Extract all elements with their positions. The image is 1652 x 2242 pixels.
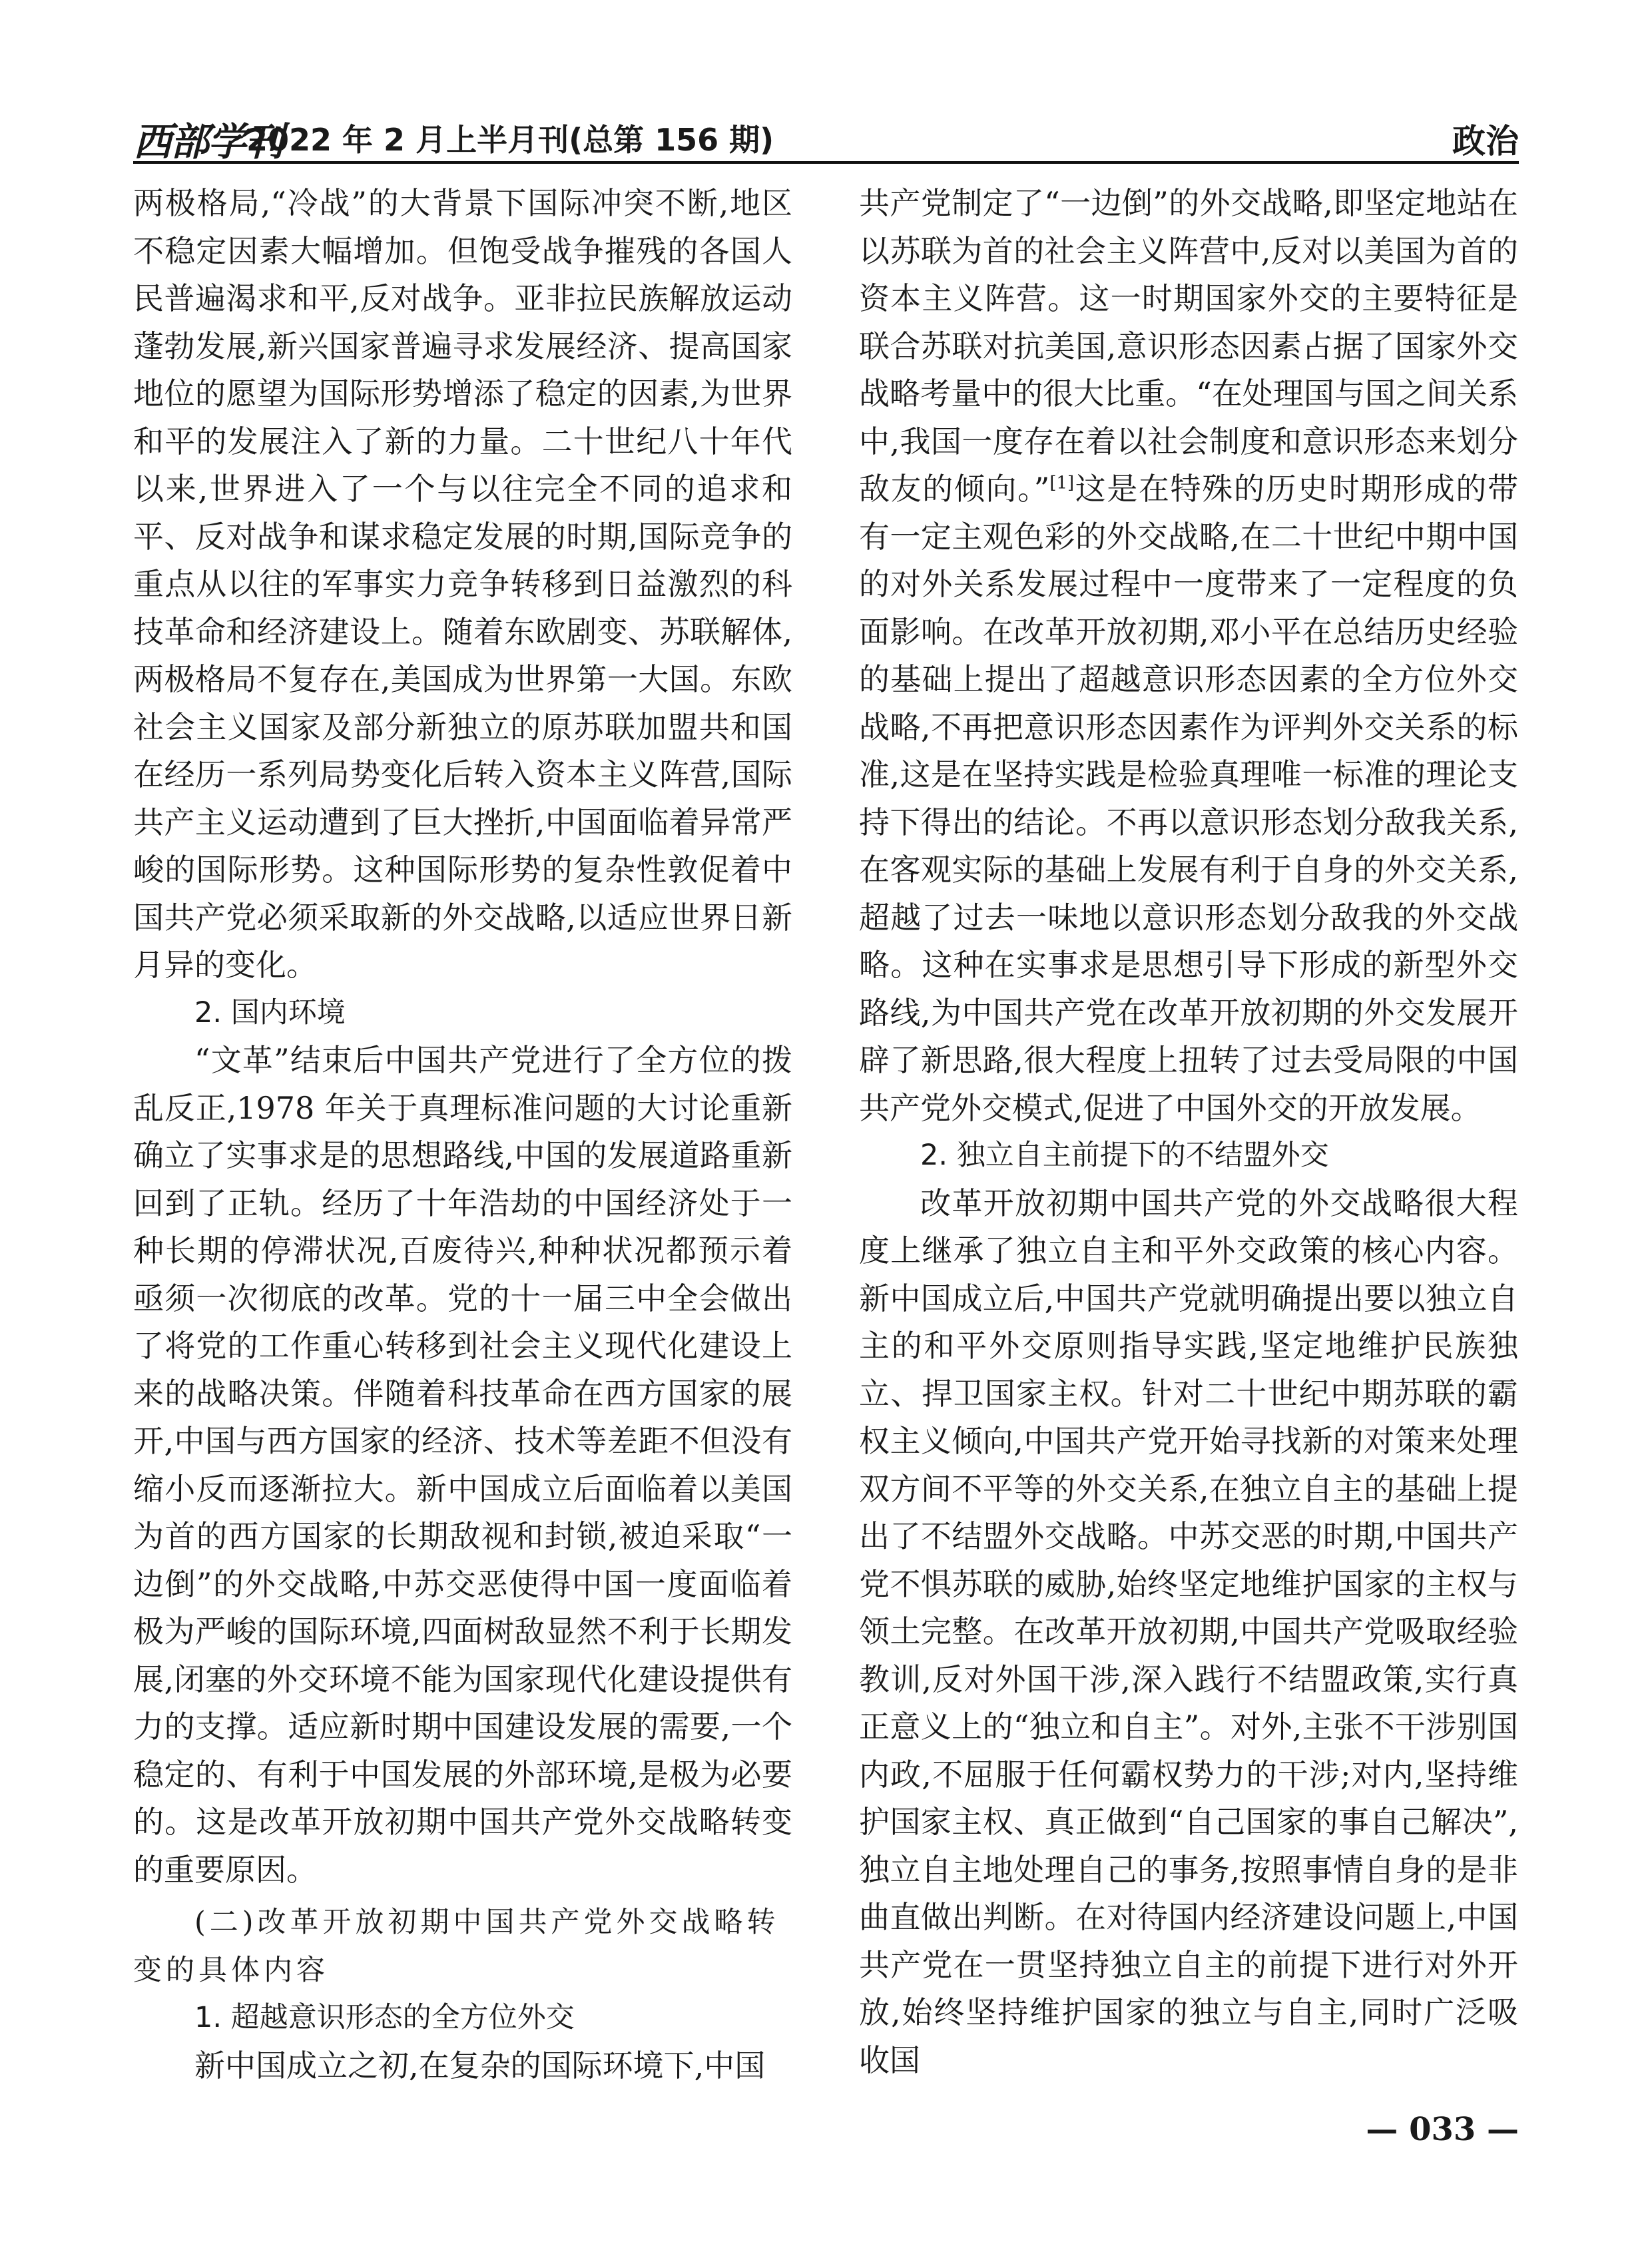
issue-info: 2022 年 2 月上半月刊(总第 156 期) (246, 122, 774, 158)
right-column (859, 180, 1518, 2084)
subheading-beyond-ideology: 1. 超越意识形态的全方位外交 (194, 2001, 575, 2034)
paragraph-domestic-environment: “文革”结束后中国共产党进行了全方位的拨乱反正,1978 年关于真理标准问题的大讨论重新确立了实事求是的思想路线,中国的发展道路重新回到了正轨。经历了十年浩劫的中国经济处于一种长期的停滞状况,百废待兴,种种状况都预示着亟须一次彻底的改革。党的十一届三中全会做出了将党的工作重心转移到社会主义现代化建设上来的战略决策。伴随着科技革命在西方国家的展开,中国与西方国家的经济、技术等差距不但没有缩小反而逐渐拉大。新中国成立后面临着以美国为首的西方国家的长期敌视和封锁,被迫采取“一边倒”的外交战略,中苏交恶使得中国一度面临着极为严峻的国际环境,四面树敌显然不利于长期发展,闭塞的外交环境不能为国家现代化建设提供有力的支撑。适应新时期中国建设发展的需要,一个稳定的、有利于中国发展的外部环境,是极为必要的。这是改革开放初期中国共产党外交战略转变的重要原因。 (133, 1042, 792, 1888)
subheading-domestic-environment: 2. 国内环境 (194, 995, 346, 1029)
section-label: 政治 (1452, 122, 1519, 160)
page-header (133, 101, 1519, 164)
paragraph-beyond-ideology-continued (859, 180, 1518, 1132)
section-heading-strategy-content: (二)改革开放初期中国共产党外交战略转变的具体内容 (133, 1906, 780, 1987)
paragraph-text-part2: 这是在特殊的历史时期形成的带有一定主观色彩的外交战略,在二十世纪中期中国的对外关系发展过程中一度带来了一定程度的负面影响。在改革开放初期,邓小平在总结历史经验的基础上提出了超越意识形态因素的全方位外交战略,不再把意识形态因素作为评判外交关系的标准,这是在坚持实践是检验真理唯一标准的理论支持下得出的结论。不再以意识形态划分敌我关系,在客观实际的基础上发展有利于自身的外交关系,超越了过去一味地以意识形态划分敌我的外交战略。这种在实事求是思想引导下形成的新型外交路线,为中国共产党在改革开放初期的外交发展开辟了新思路,很大程度上扭转了过去受局限的中国共产党外交模式,促进了中国外交的开放发展。 (859, 471, 1518, 1126)
journal-logo: 西部学刊 (133, 119, 283, 164)
page-number: — 033 — (1366, 2111, 1519, 2148)
paragraph-text-part1: 共产党制定了“一边倒”的外交战略,即坚定地站在以苏联为首的社会主义阵营中,反对以美国为首的资本主义阵营。这一时期国家外交的主要特征是联合苏联对抗美国,意识形态因素占据了国家外交战略考量中的很大比重。“在处理国与国之间关系中,我国一度存在着以社会制度和意识形态来划分敌友的倾向。” (859, 185, 1518, 507)
citation-ref: [1] (1049, 473, 1075, 493)
left-column (133, 180, 792, 2090)
paragraph-international-continued: 两极格局,“冷战”的大背景下国际冲突不断,地区不稳定因素大幅增加。但饱受战争摧残的各国人民普遍渴求和平,反对战争。亚非拉民族解放运动蓬勃发展,新兴国家普遍寻求发展经济、提高国家地位的愿望为国际形势增添了稳定的因素,为世界和平的发展注入了新的力量。二十世纪八十年代以来,世界进入了一个与以往完全不同的追求和平、反对战争和谋求稳定发展的时期,国际竞争的重点从以往的军事实力竞争转移到日益激烈的科技革命和经济建设上。随着东欧剧变、苏联解体,两极格局不复存在,美国成为世界第一大国。东欧社会主义国家及部分新独立的原苏联加盟共和国在经历一系列局势变化后转入资本主义阵营,国际共产主义运动遭到了巨大挫折,中国面临着异常严峻的国际形势。这种国际形势的复杂性敦促着中国共产党必须采取新的外交战略,以适应世界日新月异的变化。 (133, 185, 792, 983)
paragraph-beyond-ideology-start: 新中国成立之初,在复杂的国际环境下,中国 (194, 2047, 766, 2084)
subheading-non-aligned: 2. 独立自主前提下的不结盟外交 (920, 1139, 1329, 1172)
paragraph-non-aligned: 改革开放初期中国共产党的外交战略很大程度上继承了独立自主和平外交政策的核心内容。新中国成立后,中国共产党就明确提出要以独立自主的和平外交原则指导实践,坚定地维护民族独立、捍卫国家主权。针对二十世纪中期苏联的霸权主义倾向,中国共产党开始寻找新的对策来处理双方间不平等的外交关系,在独立自主的基础上提出了不结盟外交战略。中苏交恶的时期,中国共产党不惧苏联的威胁,始终坚定地维护国家的主权与领土完整。在改革开放初期,中国共产党吸取经验教训,反对外国干涉,深入践行不结盟政策,实行真正意义上的“独立和自主”。对外,主张不干涉别国内政,不屈服于任何霸权势力的干涉;对内,坚持维护国家主权、真正做到“自己国家的事自己解决”,独立自主地处理自己的事务,按照事情自身的是非曲直做出判断。在对待国内经济建设问题上,中国共产党在一贯坚持独立自主的前提下进行对外开放,始终坚持维护国家的独立与自主,同时广泛吸收国 (859, 1185, 1518, 2078)
